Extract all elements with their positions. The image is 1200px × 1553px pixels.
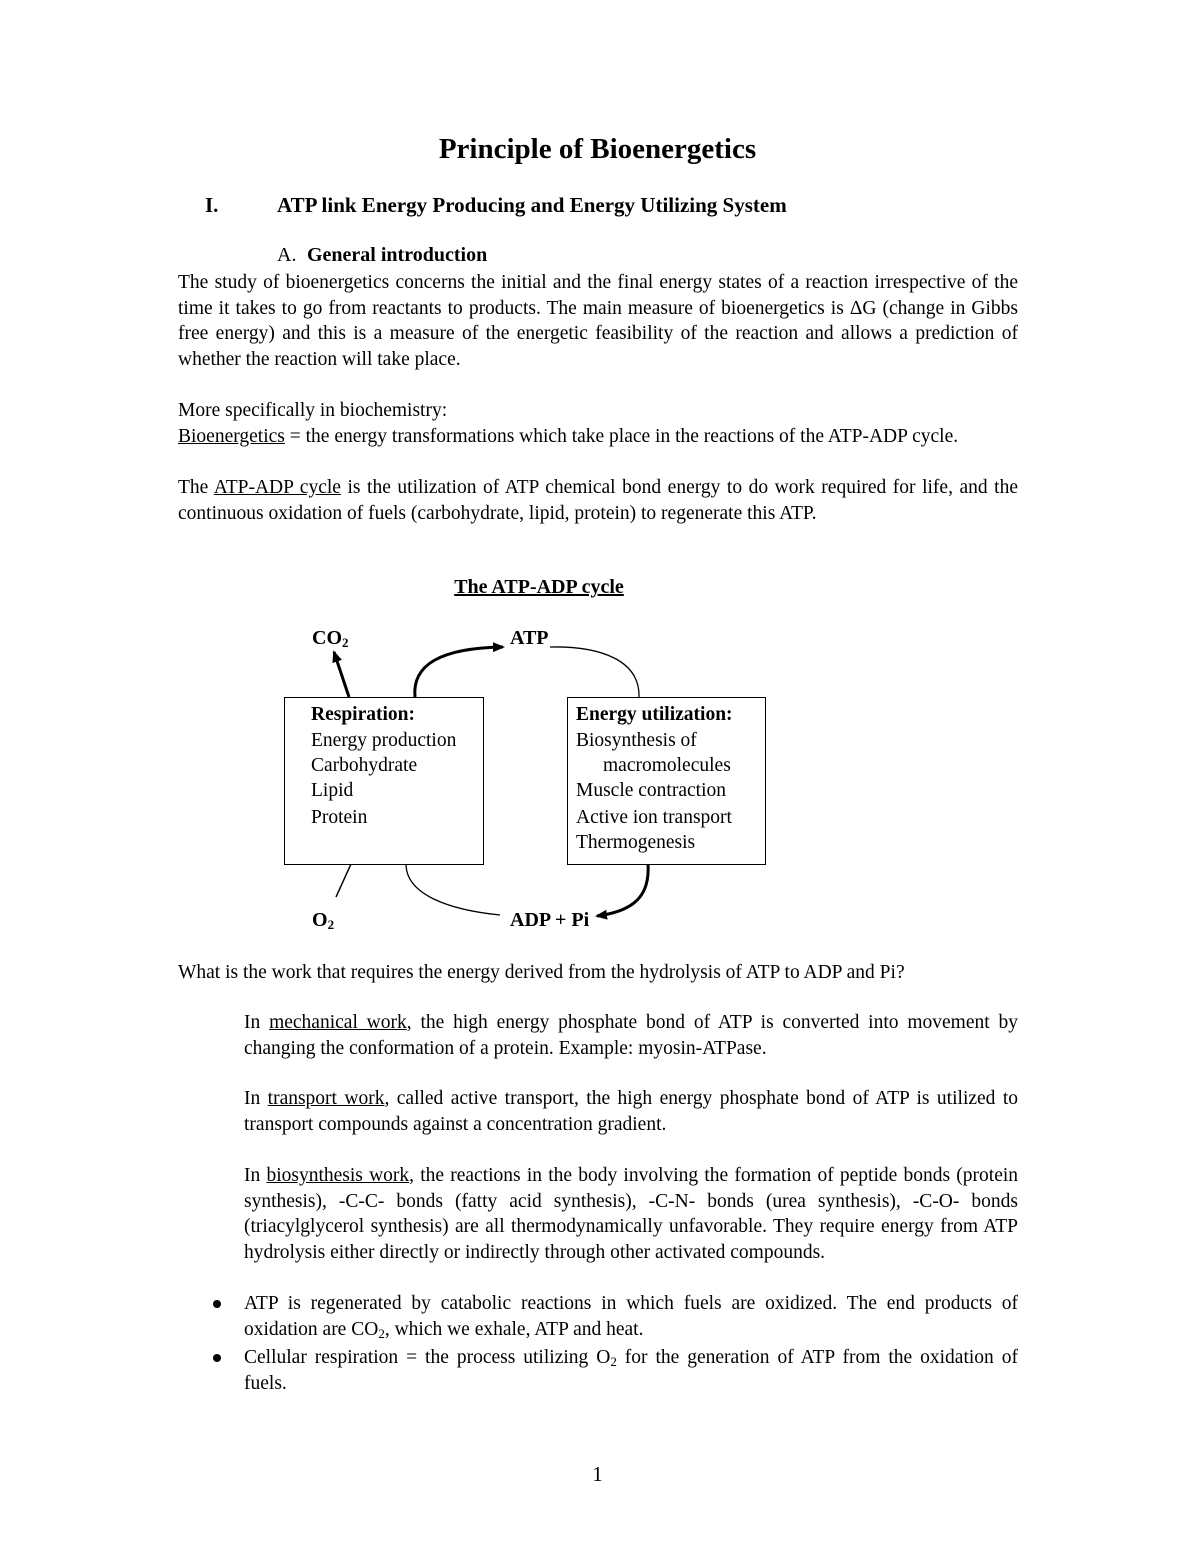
respiration-item: Carbohydrate [311,755,418,776]
page-number: 1 [592,1462,603,1486]
co2-arrow [334,652,349,697]
adp-pi-label: ADP + Pi [510,909,590,931]
subsection-title: General introduction [307,244,488,266]
atp-production-arrow [415,647,503,697]
bioenergetics-text: = the energy transformations which take place in the reactions of the ATP-ADP cycle. [284,426,959,447]
utilization-heading: Energy utilization: [576,704,733,725]
bullet-icon [213,1300,221,1308]
intro-paragraph: The study of bioenergetics concerns the initial and the final energy states of a reaction irrespective of the time it takes to go from reactants to products. The main measure of bioenergetics is ΔG (change in Gibbs free energy) and this is a measure of the energetic feasibility of the reaction and allows a prediction of whether the reaction will take place. [178,272,1018,370]
biosynthesis-work-term: biosynthesis work [266,1165,410,1186]
respiration-item: Energy production [311,730,457,751]
bullet-item: Cellular respiration = the process utilizing $O_2$ for the generation of ATP from the oxidation of fuels. [244,1347,1018,1394]
more-specifically-line: More specifically in biochemistry: [178,400,448,421]
section-number: I. [205,193,219,217]
mechanical-work-paragraph: In mechanical work, the high energy phosphate bond of ATP is converted into movement by changing the conformation of a protein. Example: myosin-ATPase. [244,1012,1018,1059]
o2-line [336,864,351,897]
o2-label: $O_2$ [312,909,335,932]
atp-consumption-line [550,647,639,697]
diagram-title: The ATP-ADP cycle [454,576,624,598]
transport-work-term: transport work [267,1088,385,1109]
respiration-box [284,697,484,865]
biosynthesis-work-paragraph: In biosynthesis work, the reactions in the body involving the formation of peptide bonds (protein synthesis), -C-C- bonds (fatty acid synthesis), -C-N- bonds (urea synthesis), -C-O- bonds (triacylglycerol synthesis) are all thermodynamically unfavorable. They require energy from ATP hydrolysis either directly or indirectly through other activated compounds. [244,1165,1019,1263]
adp-production-arrow [597,864,648,916]
energy-utilization-box [567,697,766,865]
respiration-item: Protein [311,807,368,828]
utilization-item: Thermogenesis [576,832,696,853]
section-title: ATP link Energy Producing and Energy Utilizing System [277,193,787,217]
co2-label: $CO_2$ [312,627,349,650]
bullet-item: ATP is regenerated by catabolic reactions in which fuels are oxidized. The end products of oxidation are $CO_2$, which we exhale, ATP and heat. [244,1293,1018,1341]
cycle-term: ATP-ADP cycle [213,477,341,498]
work-question: What is the work that requires the energy derived from the hydrolysis of ATP to ADP and Pi? [178,962,905,983]
atp-label: ATP [510,627,549,649]
utilization-item: Muscle contraction [576,780,726,801]
cycle-text: is the utilization of ATP chemical bond energy to do work required for life, and the continuous oxidation of fuels (carbohydrate, lipid, protein) to regenerate this ATP. [178,477,1019,524]
mechanical-work-term: mechanical work [269,1012,407,1033]
transport-work-paragraph: In transport work, called active transport, the high energy phosphate bond of ATP is utilized to transport compounds against a concentration gradient. [244,1088,1018,1135]
respiration-heading: Respiration: [311,704,415,725]
respiration-item: Lipid [311,780,354,801]
utilization-item: Active ion transport [576,807,732,828]
adp-regeneration-line [406,864,500,915]
subsection-letter: A. [277,244,297,266]
page-title: Principle of Bioenergetics [438,133,757,165]
utilization-item: Biosynthesis of [576,730,697,751]
cycle-prefix: The [178,477,214,498]
bullet-icon [213,1354,221,1362]
bioenergetics-term: Bioenergetics [178,426,285,447]
utilization-item: macromolecules [603,755,731,776]
